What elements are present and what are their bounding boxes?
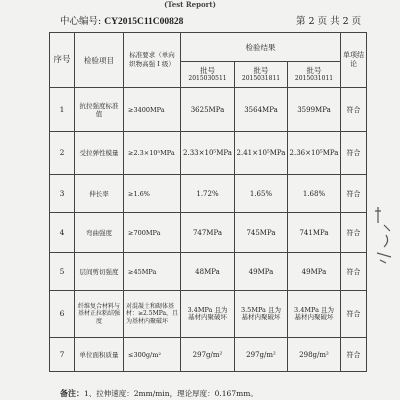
header-seq-text: 序号: [53, 55, 71, 65]
row-item: 纤维复合材料与基材正拉粘结强度: [75, 291, 124, 338]
header-seq: [50, 33, 75, 88]
row-result: 3.5MPa 且为基材内聚破坏: [235, 291, 288, 338]
header-standard: [124, 33, 181, 88]
row-item: 单位面积质量: [75, 338, 124, 372]
table-row: [50, 213, 367, 253]
remarks-text: 1、拉伸速度：2mm/min，理论厚度：0.167mm。: [84, 389, 258, 398]
row-seq: 3: [50, 175, 75, 213]
page-info: 第 2 页 共 2 页: [296, 16, 362, 27]
row-result: 747MPa: [181, 213, 235, 253]
row-standard: ≥1.6%: [124, 175, 181, 213]
header-item: [75, 33, 124, 88]
center-number: [60, 13, 183, 27]
header-results-text: 检验结果: [245, 42, 276, 52]
row-seq: 4: [50, 213, 75, 253]
table-row: [50, 175, 367, 213]
row-seq: 5: [50, 253, 75, 291]
row-result: 49MPa: [235, 253, 288, 291]
row-seq: 1: [50, 88, 75, 132]
header-standard-text: 标准要求（单向织物高强 I 级）: [129, 51, 175, 68]
header-item-text: 检验项目: [84, 55, 114, 65]
row-conclusion: 符合: [341, 132, 367, 175]
row-result: 741MPa: [288, 213, 341, 253]
row-result: 297g/m²: [181, 338, 235, 372]
header-row: [50, 33, 367, 62]
row-result: 1.65%: [235, 175, 288, 213]
header-results: [181, 33, 341, 62]
row-standard: 对混凝土和砌体基材：≥2.5MPa，且为基材内聚破坏: [124, 291, 181, 338]
row-result: 3625MPa: [181, 88, 235, 132]
row-conclusion: 符合: [341, 175, 367, 213]
row-result: 298g/m²: [288, 338, 341, 372]
row-result: 1.72%: [181, 175, 235, 213]
row-conclusion: 符合: [341, 291, 367, 338]
row-result: 3.4MPa 且为基材内聚破坏: [288, 291, 341, 338]
row-result: 297g/m²: [235, 338, 288, 372]
center-number-value: CY2015C11C00828: [104, 17, 184, 27]
margin-handwriting-mark: [372, 205, 396, 265]
batch-cell-1: [181, 62, 235, 88]
row-item: 抗拉强度标准值: [75, 88, 124, 132]
row-result: 48MPa: [181, 253, 235, 291]
table-row: [50, 132, 367, 175]
row-result: 3599MPa: [288, 88, 341, 132]
batch-number: 2015030511: [188, 75, 227, 82]
row-item: 层间剪切强度: [75, 253, 124, 291]
row-result: 745MPa: [235, 213, 288, 253]
header-conclusion-text: 单项结论: [343, 51, 365, 68]
row-conclusion: 符合: [341, 213, 367, 253]
batch-number: 2015031011: [294, 75, 334, 82]
batch-number: 2015031811: [241, 75, 281, 82]
row-seq: 7: [50, 338, 75, 372]
row-result: 2.41×10⁵MPa: [235, 132, 288, 175]
batch-label: 批号: [253, 66, 269, 75]
row-standard: ≥2.3×10⁵MPa: [124, 132, 181, 175]
table-row: [50, 88, 367, 132]
row-standard: ≥3400MPa: [124, 88, 181, 132]
row-result: 3564MPa: [235, 88, 288, 132]
row-seq: 2: [50, 132, 75, 175]
row-result: 3.4MPa 且为基材内聚破坏: [181, 291, 235, 338]
batch-label: 批号: [306, 66, 322, 75]
results-table: [49, 32, 367, 372]
row-standard: ≤300g/m²: [124, 338, 181, 372]
remarks: [60, 388, 258, 399]
row-result: 2.33×10⁵MPa: [181, 132, 235, 175]
center-number-label: 中心编号:: [60, 16, 102, 27]
remarks-label: 备注：: [60, 388, 84, 398]
row-conclusion: 符合: [341, 338, 367, 372]
row-standard: ≥45MPa: [124, 253, 181, 291]
row-result: 49MPa: [288, 253, 341, 291]
table-row: [50, 253, 367, 291]
table-row: [50, 291, 367, 338]
table-row: [50, 338, 367, 372]
row-conclusion: 符合: [341, 88, 367, 132]
batch-label: 批号: [200, 66, 215, 75]
row-result: 1.68%: [288, 175, 341, 213]
row-item: 伸长率: [75, 175, 124, 213]
row-standard: ≥700MPa: [124, 213, 181, 253]
header-conclusion: [341, 33, 367, 88]
batch-cell-3: [288, 62, 341, 88]
report-subtitle: (Test Report): [164, 0, 216, 9]
row-seq: 6: [50, 291, 75, 338]
row-conclusion: 符合: [341, 253, 367, 291]
row-item: 弯曲强度: [75, 213, 124, 253]
batch-cell-2: [235, 62, 288, 88]
row-result: 2.36×10⁵MPa: [288, 132, 341, 175]
row-item: 受拉弹性模量: [75, 132, 124, 175]
